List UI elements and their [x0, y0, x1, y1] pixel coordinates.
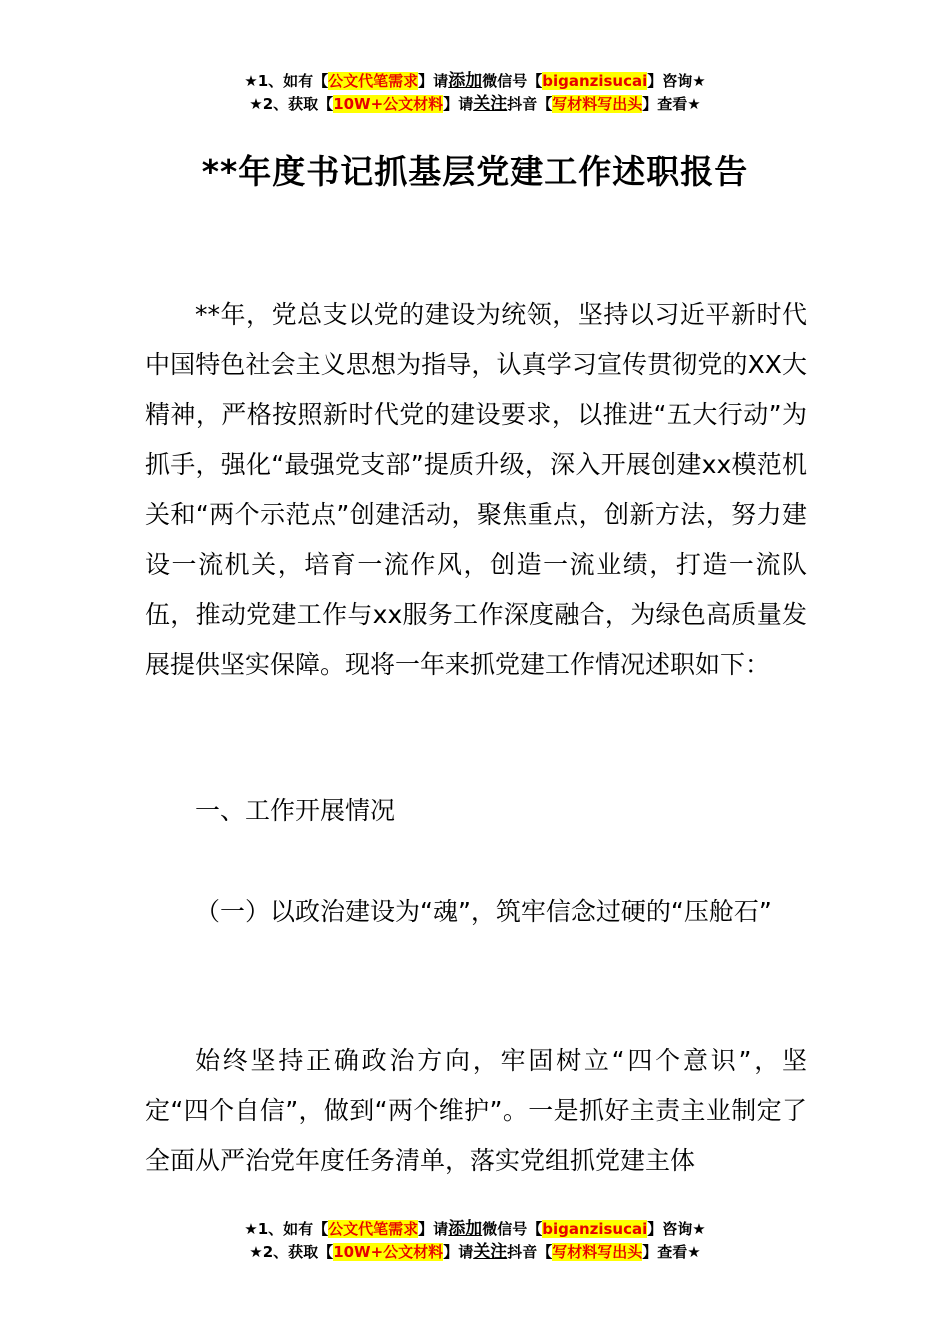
banner-text: 】咨询★ [647, 1220, 706, 1238]
banner-line-1 [0, 1218, 950, 1241]
banner-highlight: 10W+公文材料 [333, 95, 444, 113]
document-title: **年度书记抓基层党建工作述职报告 [201, 152, 749, 191]
body-paragraph: 始终坚持正确政治方向，牢固树立“四个意识”，坚定“四个自信”，做到“两个维护”。一是抓好主责主业制定了全面从严治党年度任务清单，落实党组抓党建主体 [145, 1046, 807, 1175]
banner-text: 抖音【 [507, 1243, 553, 1261]
banner-emphasis: 关注 [473, 94, 508, 114]
banner-emphasis: 关注 [473, 1242, 508, 1262]
banner-text: ★1、如有【 [244, 72, 329, 90]
banner-highlight: 10W+公文材料 [333, 1243, 444, 1261]
banner-text: 】查看★ [642, 1243, 701, 1261]
banner-text: ★1、如有【 [244, 1220, 329, 1238]
section-heading: 一、工作开展情况 [195, 796, 396, 825]
banner-douyin-account: 写材料写出头 [552, 1243, 643, 1261]
banner-text: 抖音【 [507, 95, 553, 113]
banner-emphasis: 添加 [448, 1219, 483, 1239]
banner-wechat-id: biganzisucai [542, 72, 648, 90]
banner-text: 】查看★ [642, 95, 701, 113]
header-banner [0, 70, 950, 116]
banner-highlight: 公文代笔需求 [328, 72, 419, 90]
banner-douyin-account: 写材料写出头 [552, 95, 643, 113]
banner-text: 微信号【 [482, 1220, 543, 1238]
banner-highlight: 公文代笔需求 [328, 1220, 419, 1238]
banner-text: 】咨询★ [647, 72, 706, 90]
banner-text: 】请 [443, 95, 474, 113]
banner-emphasis: 添加 [448, 71, 483, 91]
banner-text: 微信号【 [482, 72, 543, 90]
banner-text: 】请 [418, 1220, 449, 1238]
banner-text: 】请 [418, 72, 449, 90]
banner-line-2 [0, 93, 950, 116]
banner-line-1 [0, 70, 950, 93]
subsection-heading: （一）以政治建设为“魂”，筑牢信念过硬的“压舱石” [195, 897, 772, 926]
banner-wechat-id: biganzisucai [542, 1220, 648, 1238]
banner-text: 】请 [443, 1243, 474, 1261]
intro-paragraph: **年，党总支以党的建设为统领，坚持以习近平新时代中国特色社会主义思想为指导，认真学习宣传贯彻党的XX大精神，严格按照新时代党的建设要求，以推进“五大行动”为抓手，强化“最强党支部”提质升级，深入开展创建xx模范机关和“两个示范点”创建活动，聚焦重点，创新方法，努力建设一流机关，培育一流作风，创造一流业绩，打造一流队伍，推动党建工作与xx服务工作深度融合，为绿色高质量发展提供坚实保障。现将一年来抓党建工作情况述职如下： [145, 300, 807, 679]
footer-banner [0, 1218, 950, 1264]
banner-text: ★2、获取【 [249, 1243, 334, 1261]
banner-text: ★2、获取【 [249, 95, 334, 113]
banner-line-2 [0, 1241, 950, 1264]
